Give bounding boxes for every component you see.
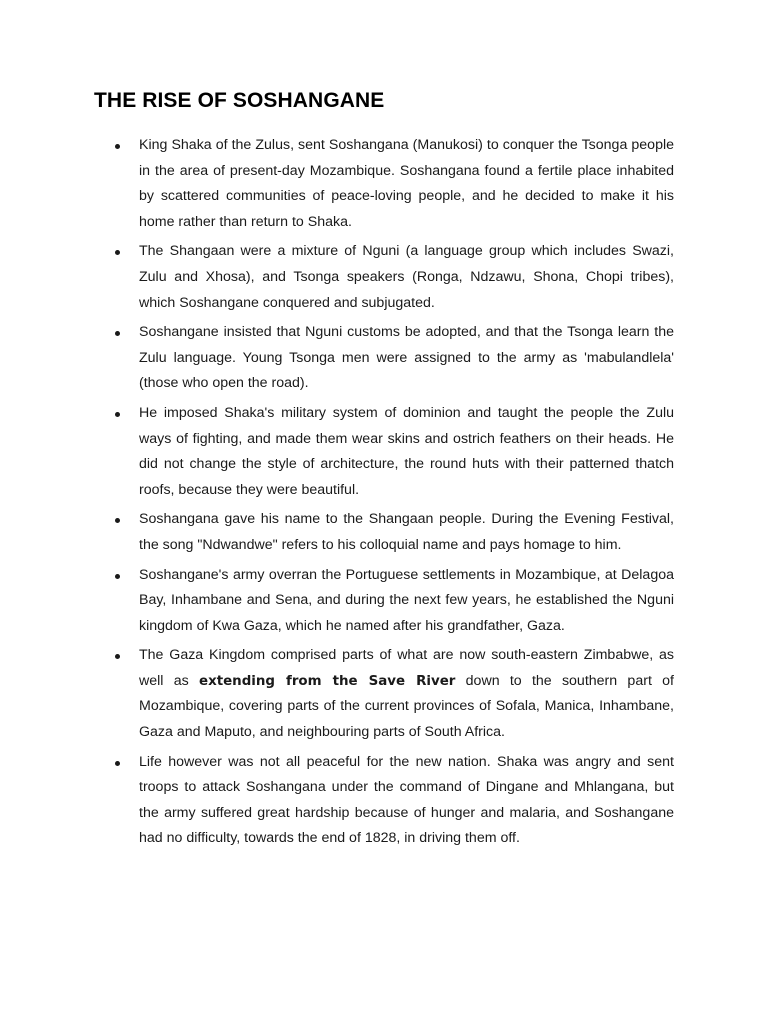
bullet-point-icon [115,412,120,417]
bullet-item [0,563,674,640]
bullet-text-before: The Gaza Kingdom comprised parts of what are now south-eastern Zimbabwe, as well as [139,647,674,689]
bullet-point-icon [115,250,120,255]
bullet-item [0,507,674,558]
bullet-point-icon [115,654,120,659]
bullet-text: Soshangana gave his name to the Shangaan people. During the Evening Festival, the song "Ndwandwe" refers to his colloquial name and pays homage to him. [139,511,674,553]
bullet-item [0,239,674,316]
bullet-point-icon [115,761,120,766]
bullet-text: The Shangaan were a mixture of Nguni (a language group which includes Swazi, Zulu and Xhosa), and Tsonga speakers (Ronga, Ndzawu, Shona, Chopi tribes), which Soshangane conquered and subjugated. [139,243,674,311]
bullet-text: Soshangane's army overran the Portuguese settlements in Mozambique, at Delagoa Bay, Inhambane and Sena, and during the next few years, he established the Nguni kingdom of Kwa Gaza, which he named after his grandfather, Gaza. [139,566,674,634]
bullet-item [0,320,674,397]
bullet-text: Soshangane insisted that Nguni customs be adopted, and that the Tsonga learn the Zulu language. Young Tsonga men were assigned to the army as 'mabulandlela' (those who open the road). [139,324,674,392]
bullet-list [0,133,768,856]
bullet-point-icon [115,518,120,523]
bullet-item [0,133,674,235]
bullet-item [0,750,674,852]
bold-phrase: extending from the Save River [198,673,456,689]
bullet-text-after: down to the southern part of Mozambique, covering parts of the current provinces of Sofala, Manica, Inhambane, Gaza and Maputo, and neighbouring parts of South Africa. [139,672,674,741]
bullet-point-icon [115,574,120,579]
bullet-point-icon [115,144,120,149]
page-title: THE RISE OF SOSHANGANE [94,89,385,112]
bullet-text: Life however was not all peaceful for the new nation. Shaka was angry and sent troops to attack Soshangana under the command of Dingane and Mhlangana, but the army suffered great hardship because of hunger and malaria, and Soshangane had no difficulty, towards the end of 1828, in driving them off. [139,753,674,847]
bullet-text: King Shaka of the Zulus, sent Soshangana (Manukosi) to conquer the Tsonga people in the area of present-day Mozambique. Soshangana found a fertile place inhabited by scattered communities of peace-loving people, and he decided to make it his home rather than return to Shaka. [139,137,674,230]
bullet-point-icon [115,331,120,336]
bullet-item [0,643,674,745]
bullet-text: He imposed Shaka's military system of dominion and taught the people the Zulu ways of fighting, and made them wear skins and ostrich feathers on their heads. He did not change the style of architecture, the round huts with their patterned thatch roofs, because they were beautiful. [139,404,674,498]
bullet-item [0,401,674,503]
